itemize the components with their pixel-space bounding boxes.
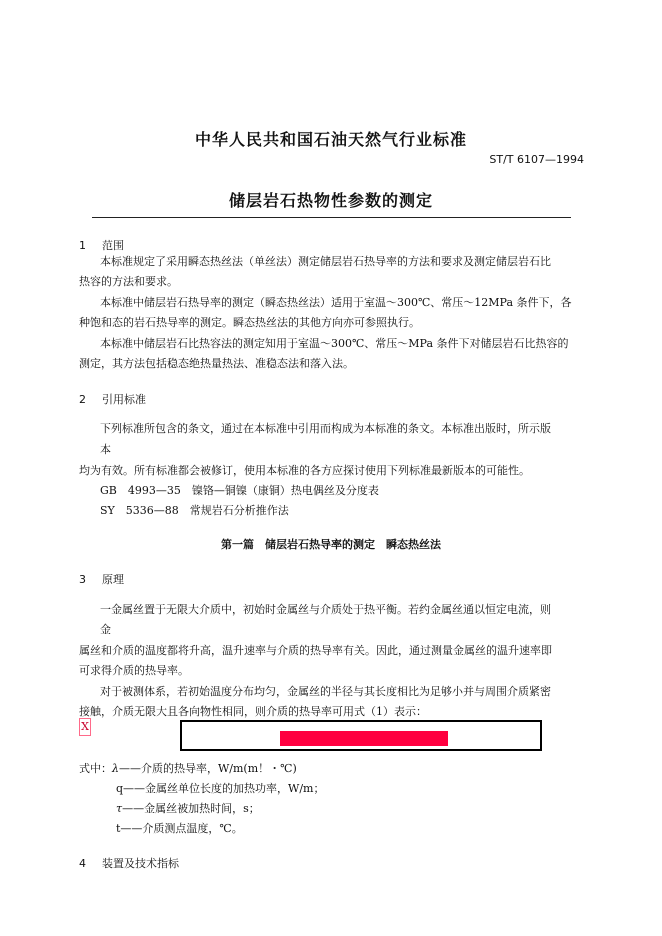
section-1-para-2-line-1: 本标准中储层岩石热导率的测定（瞬态热丝法）适用于室温～300℃、常压～12MPa 条件下，各 (100, 296, 572, 309)
where-line-lambda: 式中：λ——介质的热导率，W/m(m！・℃) (79, 762, 297, 775)
reference-item-gb4993: GB 4993—35 镍铬—铜镍（康铜）热电偶丝及分度表 (100, 484, 379, 497)
formula-redacted-bar (280, 731, 448, 746)
section-1-para-3-line-2: 测定，其方法包括稳态绝热量热法、准稳态法和落入法。 (79, 357, 354, 370)
where-line-tau: τ——金属丝被加热时间，s； (116, 802, 260, 815)
section-2-para-line-2: 本 (100, 443, 111, 456)
section-3-heading: 3 原理 (79, 573, 124, 586)
section-1-heading: 1 范围 (79, 239, 124, 252)
section-1-para-1-line-1: 本标准规定了采用瞬态热丝法（单丝法）测定储层岩石热导率的方法和要求及测定储层岩石比 (100, 255, 551, 268)
section-3-para-1-line-2: 金 (100, 623, 111, 636)
where-line-t: t——介质测点温度，℃。 (116, 822, 243, 835)
section-3-para-2-line-2: 接触，介质无限大且各向物性相同，则介质的热导率可用式（1）表示： (79, 705, 427, 718)
standard-code: ST/T 6107—1994 (489, 153, 584, 166)
broken-image-icon: X (79, 718, 91, 736)
section-4-heading: 4 装置及技术指标 (79, 857, 179, 870)
section-3-para-1-line-1: 一金属丝置于无限大介质中，初始时金属丝与介质处于热平衡。若约金属丝通以恒定电流，则 (100, 603, 551, 616)
section-3-para-2-line-1: 对于被测体系，若初始温度分布均匀，金属丝的半径与其长度相比为足够小并与周围介质紧密 (100, 685, 551, 698)
standard-title: 中华人民共和国石油天然气行业标准 (194, 130, 467, 149)
section-2-heading: 2 引用标准 (79, 393, 146, 406)
section-1-para-3-line-1: 本标准中储层岩石比热容法的测定知用于室温～300℃、常压～MPa 条件下对储层岩石比热容的 (100, 337, 569, 350)
document-title: 储层岩石热物性参数的测定 (228, 191, 433, 210)
section-1-para-1-line-2: 热容的方法和要求。 (79, 275, 178, 288)
section-2-para-line-1: 下列标准所包含的条文，通过在本标准中引用而构成为本标准的条文。本标准出版时，所示版 (100, 422, 551, 435)
section-2-para-line-3: 均为有效。所有标准都会被修订，使用本标准的各方应探讨使用下列标准最新版本的可能性。 (79, 464, 530, 477)
section-1-para-2-line-2: 种饱和态的岩石热导率的测定。瞬态热丝法的其他方向亦可参照执行。 (79, 316, 420, 329)
where-line-q: q——金属丝单位长度的加热功率，W/m； (116, 782, 325, 795)
title-divider (92, 217, 571, 218)
reference-item-sy5336: SY 5336—88 常规岩石分析推作法 (100, 504, 289, 517)
section-3-para-1-line-3: 属丝和介质的温度都将升高，温升速率与介质的热导率有关。因此，通过测量金属丝的温升速率即 (79, 644, 552, 657)
section-3-para-1-line-4: 可求得介质的热导率。 (79, 664, 189, 677)
part-title: 第一篇 储层岩石热导率的测定 瞬态热丝法 (221, 538, 441, 551)
